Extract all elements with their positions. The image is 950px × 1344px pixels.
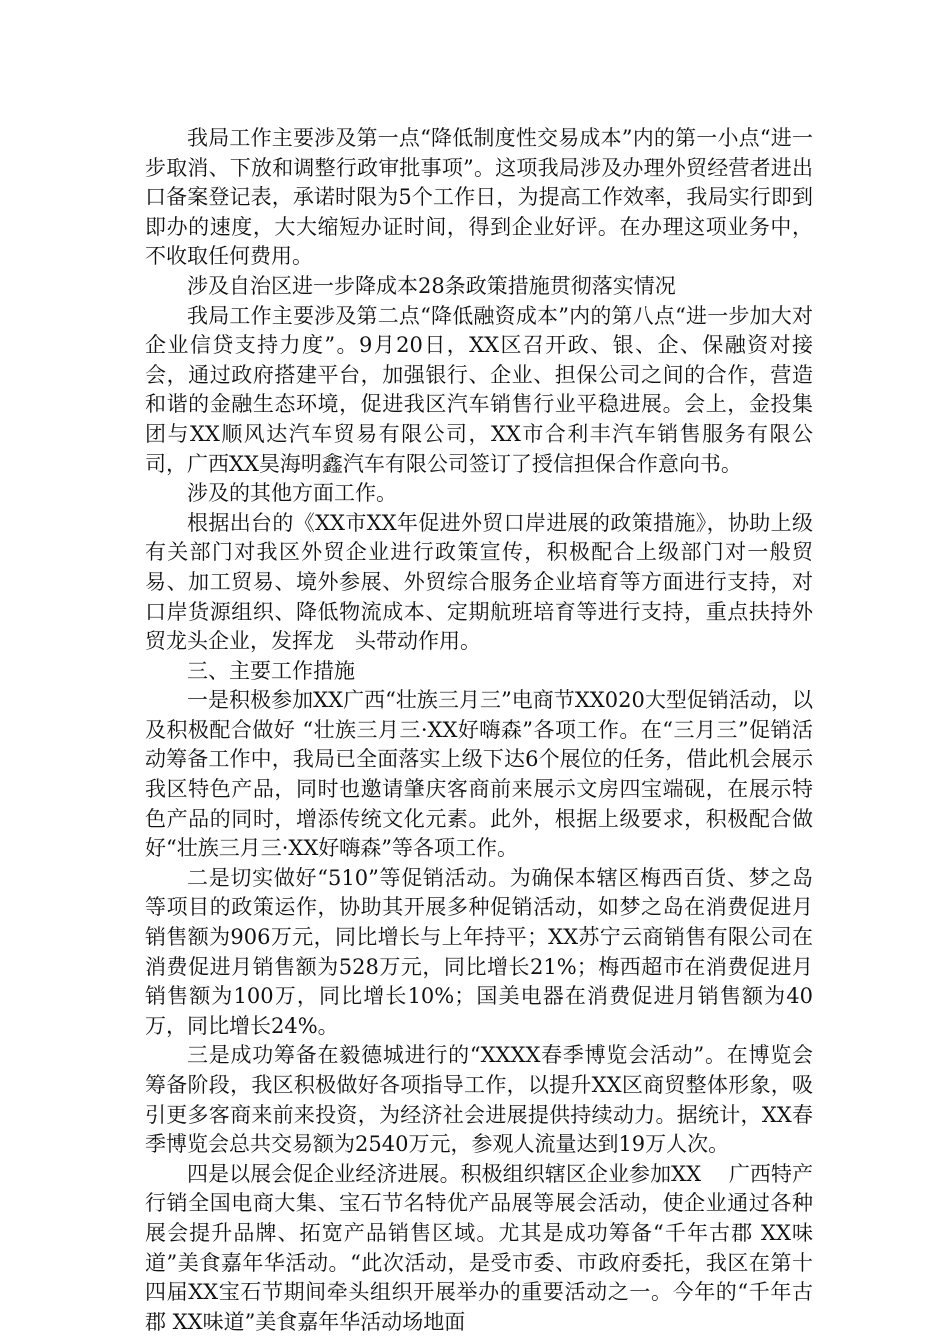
paragraph-measure-4: 四是以展会促企业经济进展。积极组织辖区企业参加XX 广西特产行销全国电商大集、宝石节名特优产品展等展会活动，使企业通过各种展会提升品牌、拓宽产品销售区域。尤其是成功筹备“千年古郡 XX味道”美食嘉年华活动。“此次活动，是受市委、市政府委托，我区在第十四届XX宝石节期间牵头组织开展举办的重要活动之一。今年的“千年古郡 XX味道”美食嘉年华活动场地面 [145,1161,813,1334]
paragraph-2: 我局工作主要涉及第二点“降低融资成本”内的第八点“进一步加大对企业信贷支持力度”。9月20日，XX区召开政、银、企、保融资对接会，通过政府搭建平台，加强银行、企业、担保公司之间的合作，营造和谐的金融生态环境，促进我区汽车销售行业平稳进展。会上，金投集团与XX顺风达汽车贸易有限公司，XX市合利丰汽车销售服务有限公司，广西XX昊海明鑫汽车有限公司签订了授信担保合作意向书。 [145,303,813,476]
paragraph-measure-2: 二是切实做好“510”等促销活动。为确保本辖区梅西百货、梦之岛等项目的政策运作，协助其开展多种促销活动，如梦之岛在消费促进月销售额为906万元，同比增长与上年持平；XX苏宁云商销售有限公司在消费促进月销售额为528万元，同比增长21%；梅西超市在消费促进月销售额为100万，同比增长10%；国美电器在消费促进月销售额为40万，同比增长24%。 [145,865,813,1038]
section-heading-policy: 涉及自治区进一步降成本28条政策措施贯彻落实情况 [187,273,676,298]
section-heading-other-work: 涉及的其他方面工作。 [187,481,397,506]
document-body [145,124,813,1337]
paragraph-measure-3: 三是成功筹备在毅德城进行的“XXXX春季博览会活动”。在博览会筹备阶段，我区积极做好各项指导工作，以提升XX区商贸整体形象，吸引更多客商来前来投资，为经济社会进展提供持续动力。据统计，XX春季博览会总共交易额为2540万元，参观人流量达到19万人次。 [145,1043,813,1157]
paragraph-3: 根据出台的《XX市XX年促进外贸口岸进展的政策措施》，协助上级有关部门对我区外贸企业进行政策宣传，积极配合上级部门对一般贸易、加工贸易、境外参展、外贸综合服务企业培育等方面进行支持，对口岸货源组织、降低物流成本、定期航班培育等进行支持，重点扶持外贸龙头企业，发挥龙 头带动作用。 [145,510,813,654]
paragraph-measure-1: 一是积极参加XX广西“壮族三月三”电商节XX020大型促销活动，以及积极配合做好 “壮族三月三·XX好嗨森”各项工作。在“三月三”促销活动筹备工作中，我局已全面落实上级下达6个展位的任务，借此机会展示我区特色产品，同时也邀请肇庆客商前来展示文房四宝端砚，在展示特色产品的同时，增添传统文化元素。此外，根据上级要求，积极配合做好“壮族三月三·XX好嗨森”等各项工作。 [145,688,813,861]
paragraph-1: 我局工作主要涉及第一点“降低制度性交易成本”内的第一小点“进一步取消、下放和调整行政审批事项”。这项我局涉及办理外贸经营者进出口备案登记表，承诺时限为5个工作日，为提高工作效率，我局实行即到即办的速度，大大缩短办证时间，得到企业好评。在办理这项业务中，不收取任何费用。 [145,126,813,269]
section-heading-measures: 三、主要工作措施 [187,658,355,683]
